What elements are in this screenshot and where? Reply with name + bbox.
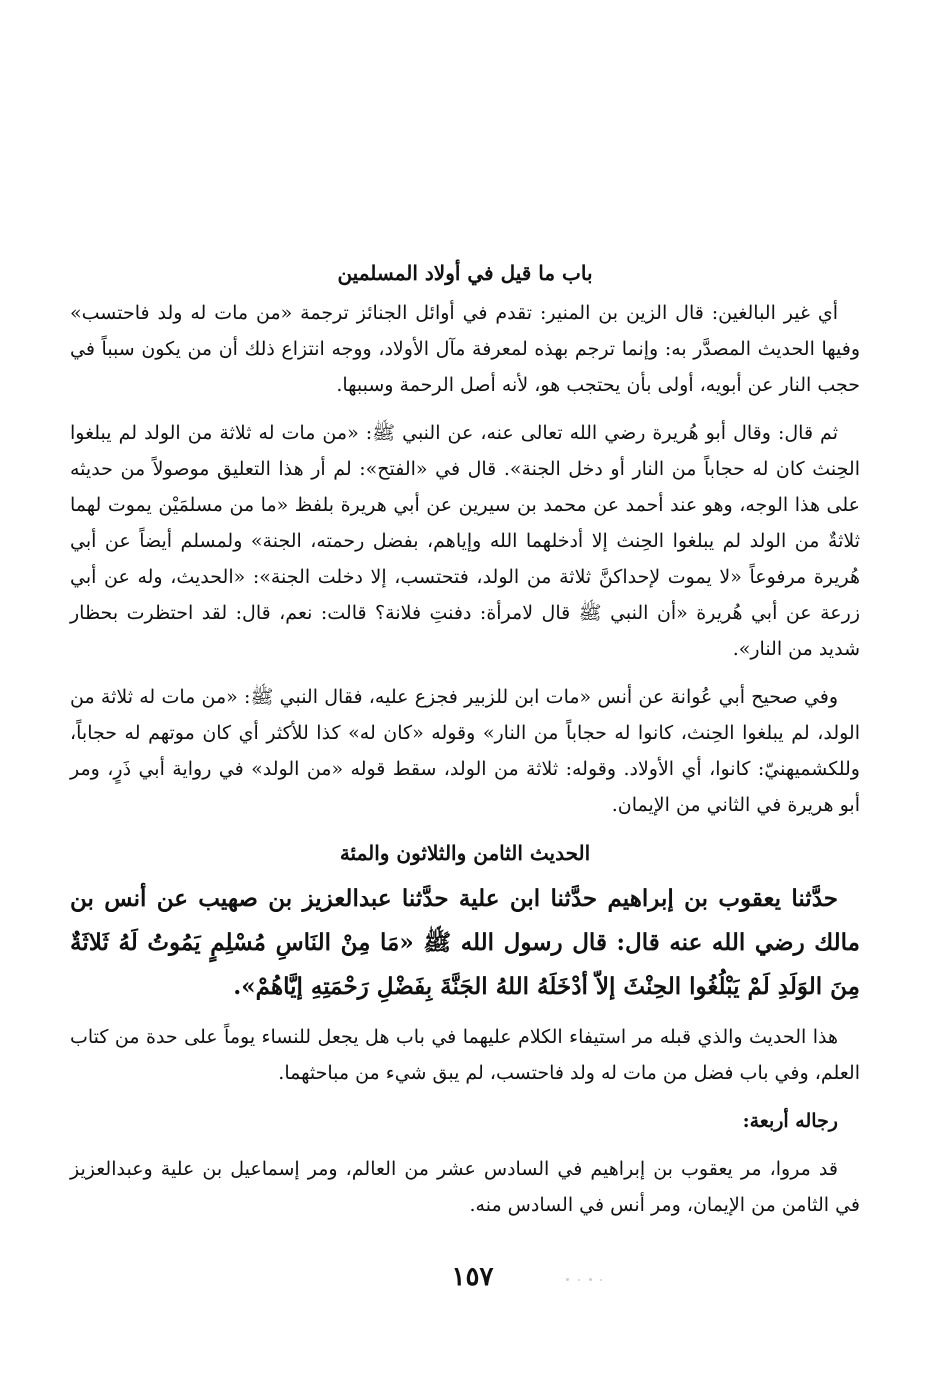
scan-speck — [589, 1278, 592, 1281]
paragraph: أي غير البالغين: قال الزين بن المنير: تقدم في أوائل الجنائز ترجمة «من مات له ولد فاحتسب» وفيها الحديث المصدَّر به: وإنما ترجم بهذه لمعرفة مآل الأولاد، ووجه انتزاع ذلك أن من يكون سبباً في حجب النار عن أبويه، أولى بأن يحتجب هو، لأنه أصل الرحمة وسببها. — [70, 302, 860, 396]
scan-speck — [600, 1279, 602, 1281]
paragraph: وفي صحيح أبي عُوانة عن أنس «مات ابن للزبير فجزع عليه، فقال النبي ﷺ: «من مات له ثلاثة من الولد، لم يبلغوا الحِنث، كانوا له حجاباً من النار» وقوله «كان له» كذا للأكثر أي كان موتهم له حجاباً، وللكشميهنيّ: كانوا، أي الأولاد. وقوله: ثلاثة من الولد، سقط قوله «من الولد» في رواية أبي ذَرٍ، ومر أبو هريرة في الثاني من الإيمان. — [70, 686, 860, 816]
scan-speck — [578, 1279, 580, 1281]
hadith-heading: الحديث الثامن والثلاثون والمئة — [339, 841, 591, 865]
scan-speck — [566, 1278, 569, 1281]
narrators-paragraph: قد مروا، مر يعقوب بن إبراهيم في السادس عشر من العالم، ومر إسماعيل بن علية وعبدالعزيز في الثامن من الإيمان، ومر أنس في السادس منه. — [70, 1158, 860, 1216]
chapter-title: باب ما قيل في أولاد المسلمين — [337, 261, 593, 285]
narrators-heading: رجاله أربعة: — [742, 1110, 838, 1132]
paragraph: ثم قال: وقال أبو هُريرة رضي الله تعالى عنه، عن النبي ﷺ: «من مات له ثلاثة من الولد لم يبلغوا الحِنث كان له حجاباً من النار أو دخل الجنة». قال في «الفتح»: لم أر هذا التعليق موصولاً من حديثه على هذا الوجه، وهو عند أحمد عن محمد بن سيرين عن أبي هريرة بلفظ «ما من مسلمَيْن يموت لهما ثلاثةٌ من الولد لم يبلغوا الحِنث إلا أدخلهما الله وإياهم، بفضل رحمته، الجنة» ولمسلم أيضاً عن أبي هُريرة مرفوعاً «لا يموت لإحداكنَّ ثلاثة من الولد، فتحتسب، إلا دخلت الجنة»: «الحديث، وله عن أبي زرعة عن أبي هُريرة «أن النبي ﷺ قال لامرأة: دفنتِ فلانة؟ قالت: نعم، قال: لقد احتظرت بحظار شديد من النار». — [70, 422, 860, 660]
hadith-text: حدَّثنا يعقوب بن إبراهيم حدَّثنا ابن علية حدَّثنا عبدالعزيز بن صهيب عن أنس بن مالك رضي الله عنه قال: قال رسول الله ﷺ «مَا مِنْ النَاسِ مُسْلِمٍ يَمُوتُ لَهُ ثَلاثَةٌ مِنَ الوَلَدِ لَمْ يَبْلُغُوا الحِنْثَ إلاّ أدْخَلَهُ اللهُ الجَنَّةَ بِفَضْلِ رَحْمَتِهِ إيَّاهُمْ». — [70, 885, 860, 1000]
commentary-paragraph: هذا الحديث والذي قبله مر استيفاء الكلام عليهما في باب هل يجعل للنساء يوماً على حدة من كتاب العلم، وفي باب فضل من مات له ولد فاحتسب، لم يبق شيء من مباحثهما. — [70, 1026, 860, 1084]
page-number: ١٥٧ — [451, 1262, 494, 1292]
page-content — [70, 255, 860, 1235]
